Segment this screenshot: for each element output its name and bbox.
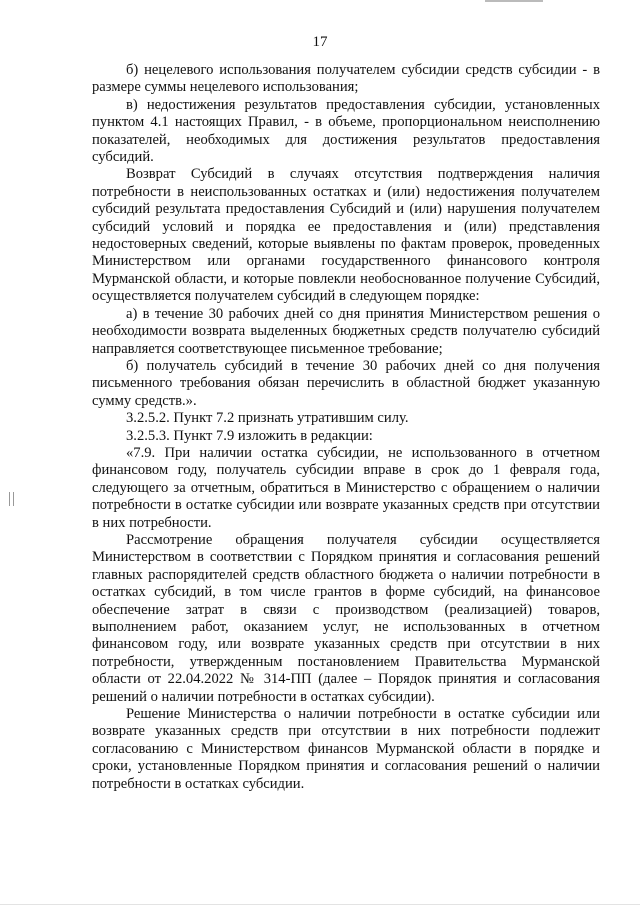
paragraph-3-2-5-2: 3.2.5.2. Пункт 7.2 признать утратившим силу.	[126, 410, 409, 427]
paragraph-b-misuse: б) нецелевого использования получателем субсидии средств субсидии - в размере суммы нецелевого использования;	[92, 62, 600, 96]
paragraph-7-9: «7.9. При наличии остатка субсидии, не использованного в отчетном финансовом году, получатель субсидии вправе в срок до 1 февраля года, следующего за отчетным, обратиться в Министерство с обращением о наличии потребности в остатке субсидии или возврате указанных средств при отсутствии в них потребности.	[92, 444, 600, 531]
paragraph-consideration: Рассмотрение обращения получателя субсидии осуществляется Министерством в соответствии с Порядком принятия и согласования решений главных распорядителей средств областного бюджета о наличии потребности в остатках субсидий, в том числе грантов в форме субсидий, на финансовое обеспечение затрат в связи с производством (реализацией) товаров, выполнением работ, оказанием услуг, не использованных в отчетном финансовом году, или возврате указанных средств при отсутствии в них потребности, утвержденным постановлением Правительства Мурманской области от 22.04.2022 № 314-ПП (далее – Порядок принятия и согласования решений о наличии потребности в остатках субсидии).	[92, 531, 600, 705]
paragraph-v-results: в) недостижения результатов предоставления субсидии, установленных пунктом 4.1 настоящих Правил, - в объеме, пропорциональном неисполнению показателей, необходимых для достижения результатов предоставления субсидий.	[92, 96, 600, 166]
document-body	[92, 62, 600, 793]
margin-mark	[9, 492, 14, 506]
page-number: 17	[312, 34, 328, 50]
paragraph-return-subsidies: Возврат Субсидий в случаях отсутствия подтверждения наличия потребности в неиспользованных остатках и (или) недостижения получателем субсидий результата предоставления Субсидий и (или) нарушения получателем субсидий условий и порядка ее предоставления и (или) представления недостоверных сведений, которые выявлены по фактам проверок, проведенных Министерством или органами государственного финансового контроля Мурманской области, и которые повлекли необоснованное получение Субсидий, осуществляется получателем субсидий в следующем порядке:	[92, 166, 600, 305]
paragraph-3-2-5-3: 3.2.5.3. Пункт 7.9 изложить в редакции:	[126, 427, 373, 444]
paragraph-b-transfer: б) получатель субсидий в течение 30 рабочих дней со дня получения письменного требования обязан перечислить в областной бюджет указанную сумму средств.».	[92, 357, 600, 409]
scan-top-edge	[485, 0, 543, 2]
paragraph-a-requirement: а) в течение 30 рабочих дней со дня принятия Министерством решения о необходимости возврата выделенных бюджетных средств получателю субсидий направляется соответствующее письменное требование;	[92, 305, 600, 357]
paragraph-decision: Решение Министерства о наличии потребности в остатке субсидии или возврате указанных средств при отсутствии в них потребности подлежит согласованию с Министерством финансов Мурманской области в порядке и сроки, установленные Порядком принятия и согласования решений о наличии потребности в остатках субсидии.	[92, 706, 600, 792]
